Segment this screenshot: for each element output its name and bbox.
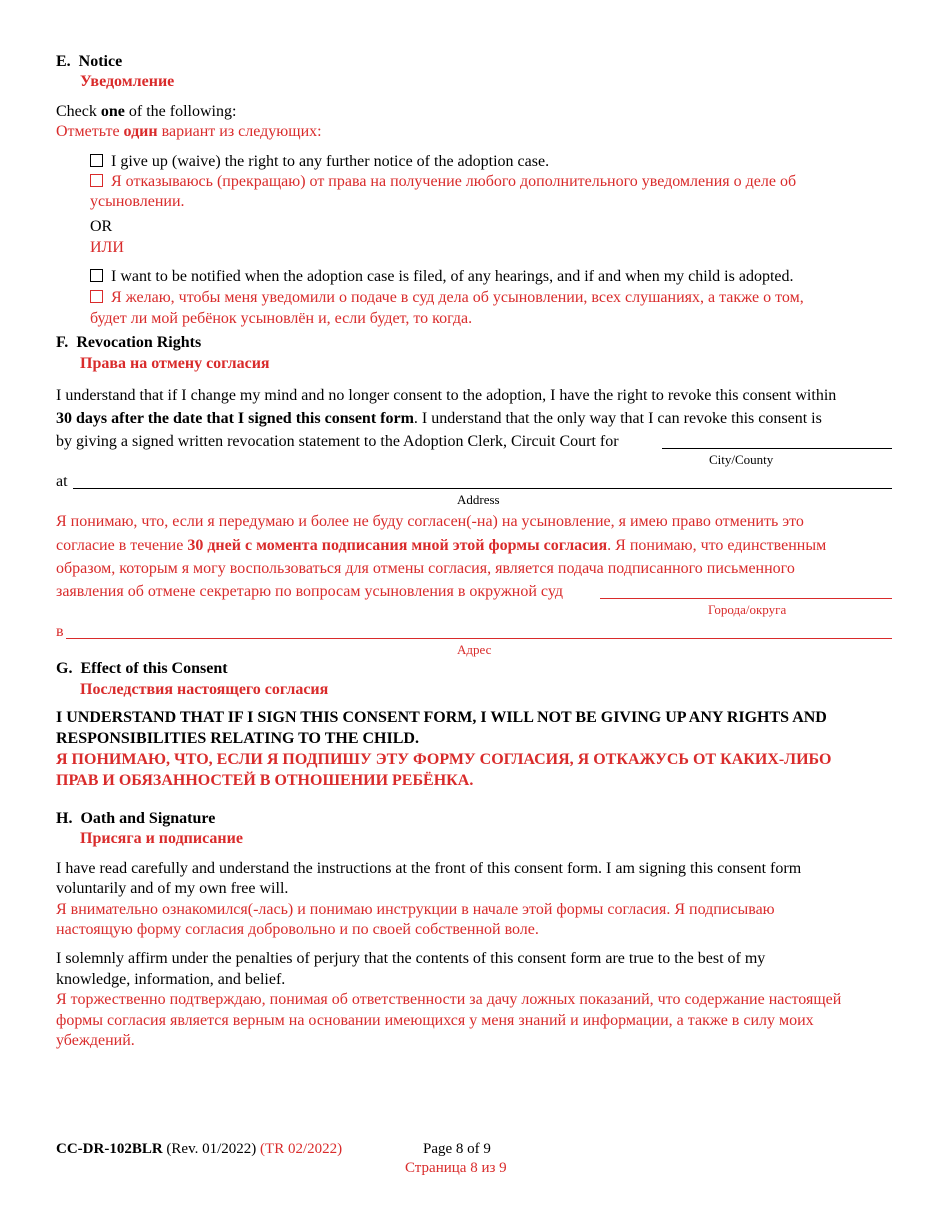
effect-caps-ru-line2: ПРАВ И ОБЯЗАННОСТЕЙ В ОТНОШЕНИИ РЕБЁНКА.: [56, 772, 474, 789]
effect-caps-line2: RESPONSIBILITIES RELATING TO THE CHILD.: [56, 730, 419, 747]
revocation-ru-line1: Я понимаю, что, если я передумаю и более не буду согласен(-на) на усыновление, я имею право отменить это: [56, 513, 804, 530]
address-label-ru: Адрес: [457, 642, 492, 657]
revocation-paragraph-line1: I understand that if I change my mind and no longer consent to the adoption, I have the right to revoke this consent within: [56, 387, 837, 404]
oath-p2-line2: knowledge, information, and belief.: [56, 971, 286, 988]
oath-p1-line1: I have read carefully and understand the instructions at the front of this consent form. I am signing this consent form: [56, 860, 802, 877]
oath-p2-line1: I solemnly affirm under the penalties of perjury that the contents of this consent form are true to the best of my: [56, 950, 766, 967]
revocation-ru-line2: согласие в течение 30 дней с момента подписания мной этой формы согласия. Я понимаю, что единственным: [56, 537, 827, 554]
be-notified-checkbox-ru[interactable]: [90, 290, 103, 303]
effect-caps-ru-line1: Я ПОНИМАЮ, ЧТО, ЕСЛИ Я ПОДПИШУ ЭТУ ФОРМУ СОГЛАСИЯ, Я ОТКАЖУСЬ ОТ КАКИХ-ЛИБО: [56, 751, 832, 768]
check-instruction-ru: Отметьте один вариант из следующих:: [56, 123, 322, 140]
footer-page-number-ru: Страница 8 из 9: [405, 1160, 507, 1176]
oath-p2-ru-line2: формы согласия является верным на основании имеющихся у меня знаний и информации, а также в силу моих: [56, 1012, 814, 1029]
section-f-title-ru: Права на отмену согласия: [80, 355, 270, 372]
section-g-heading: G. Effect of this Consent: [56, 660, 228, 677]
oath-p1-ru-line2: настоящую форму согласия добровольно и по своей собственной воле.: [56, 921, 539, 938]
footer-form-id: CC-DR-102BLR (Rev. 01/2022) (TR 02/2022): [56, 1141, 343, 1157]
effect-caps-line1: I UNDERSTAND THAT IF I SIGN THIS CONSENT FORM, I WILL NOT BE GIVING UP ANY RIGHTS AND: [56, 709, 827, 726]
at-label: at: [56, 473, 68, 490]
address-label: Address: [457, 492, 500, 507]
waive-notice-checkbox-ru[interactable]: [90, 174, 103, 187]
city-county-label: City/County: [709, 452, 774, 467]
option-be-notified-ru: Я желаю, чтобы меня уведомили о подаче в суд дела об усыновлении, всех слушаниях, а также о том,: [90, 289, 804, 307]
section-e-heading: E. Notice: [56, 53, 123, 70]
oath-p1-ru-line1: Я внимательно ознакомился(-лась) и понимаю инструкции в начале этой формы согласия. Я подписываю: [56, 901, 775, 918]
revocation-ru-line3: образом, которым я могу воспользоваться для отмены согласия, является подача подписанного письменного: [56, 560, 795, 577]
or-label-ru: ИЛИ: [90, 239, 124, 256]
section-e-title: Notice: [78, 53, 123, 70]
section-f-title: Revocation Rights: [76, 334, 202, 351]
option-waive-notice: I give up (waive) the right to any further notice of the adoption case.: [90, 153, 549, 171]
section-g-title: Effect of this Consent: [80, 660, 228, 677]
revocation-paragraph-line2: 30 days after the date that I signed this consent form. I understand that the only way that I can revoke this consent is: [56, 410, 822, 427]
section-g-title-ru: Последствия настоящего согласия: [80, 681, 329, 698]
option-waive-notice-ru: Я отказываюсь (прекращаю) от права на получение любого дополнительного уведомления о деле об: [90, 173, 796, 191]
city-county-field-ru[interactable]: [600, 598, 892, 599]
check-instruction: Check one of the following:: [56, 103, 237, 120]
footer-page-number: Page 8 of 9: [423, 1141, 491, 1157]
city-county-label-ru: Города/округа: [708, 602, 787, 617]
oath-p2-ru-line3: убеждений.: [56, 1032, 135, 1049]
option-be-notified-ru-line2: будет ли мой ребёнок усыновлён и, если будет, то когда.: [90, 310, 473, 327]
section-e-title-ru: Уведомление: [80, 73, 175, 90]
or-label: OR: [90, 218, 113, 235]
section-h-title-ru: Присяга и подписание: [80, 830, 243, 847]
revocation-paragraph-line3: by giving a signed written revocation statement to the Adoption Clerk, Circuit Court for: [56, 433, 619, 450]
at-label-ru: в: [56, 623, 64, 640]
waive-notice-checkbox[interactable]: [90, 154, 103, 167]
be-notified-checkbox[interactable]: [90, 269, 103, 282]
section-f-heading: F. Revocation Rights: [56, 334, 202, 351]
address-field[interactable]: [73, 488, 892, 489]
revocation-ru-line4: заявления об отмене секретарю по вопросам усыновления в окружной суд: [56, 583, 563, 600]
city-county-field[interactable]: [662, 448, 892, 449]
option-waive-notice-ru-line2: усыновлении.: [90, 193, 185, 210]
option-be-notified: I want to be notified when the adoption case is filed, of any hearings, and if and when my child is adopted.: [90, 268, 793, 286]
section-h-heading: H. Oath and Signature: [56, 810, 216, 827]
oath-p1-line2: voluntarily and of my own free will.: [56, 880, 289, 897]
oath-p2-ru-line1: Я торжественно подтверждаю, понимая об ответственности за дачу ложных показаний, что содержание настоящей: [56, 991, 842, 1008]
address-field-ru[interactable]: [66, 638, 892, 639]
section-h-title: Oath and Signature: [80, 810, 216, 827]
